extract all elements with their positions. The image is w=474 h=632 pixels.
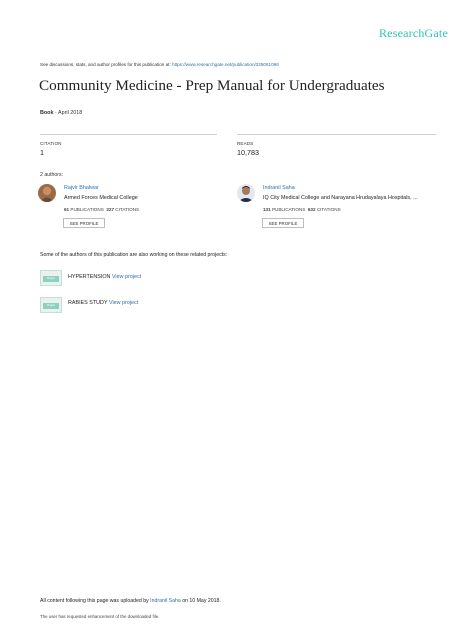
citations-count: 227 — [106, 207, 114, 212]
divider — [237, 134, 436, 135]
researchgate-logo[interactable]: ResearchGate — [378, 26, 448, 40]
project-item — [68, 300, 138, 306]
citation-label: CITATION — [40, 141, 62, 146]
uploader-link[interactable]: Indranil Saha — [150, 598, 181, 604]
upload-notice-prefix: All content following this page was uploaded by — [40, 598, 151, 604]
project-thumbnail[interactable] — [40, 297, 62, 313]
enhancement-notice: The user has requested enhancement of the downloaded file. — [40, 614, 160, 619]
authors-heading: 2 authors: — [40, 172, 64, 178]
project-badge: Project — [43, 303, 59, 309]
view-project-link[interactable]: View project — [108, 300, 139, 306]
view-project-link[interactable]: View project — [111, 274, 142, 280]
avatar[interactable] — [38, 184, 56, 202]
project-item — [68, 274, 141, 280]
publications-label: PUBLICATIONS — [69, 207, 104, 212]
author-affiliation: Armed Forces Medical College — [64, 195, 138, 201]
discussions-text: See discussions, stats, and author profiles for this publication at: — [40, 62, 173, 67]
avatar[interactable] — [237, 184, 255, 202]
related-projects-heading: Some of the authors of this publication are also working on these related projects: — [40, 252, 228, 258]
citations-label: CITATIONS — [114, 207, 140, 212]
publications-count: 131 — [263, 207, 271, 212]
author-name-link[interactable]: Rajvir Bhalwar — [64, 185, 99, 191]
see-profile-button[interactable]: SEE PROFILE — [63, 218, 105, 228]
reads-label: READS — [237, 141, 254, 146]
publication-type: Book — [40, 110, 54, 116]
citations-count: 632 — [307, 207, 316, 212]
publication-url-link[interactable]: https://www.researchgate.net/publication/325061096 — [172, 62, 279, 67]
author-name-link[interactable]: Indranil Saha — [263, 185, 295, 191]
publications-count: 61 — [64, 207, 70, 212]
see-profile-button[interactable]: SEE PROFILE — [262, 218, 304, 228]
publication-meta — [40, 110, 82, 116]
page-title: Community Medicine - Prep Manual for Undergraduates — [39, 77, 385, 94]
author-stats — [263, 207, 341, 212]
project-thumbnail[interactable] — [40, 270, 62, 286]
divider — [40, 134, 217, 135]
author-card — [237, 184, 255, 202]
project-name: HYPERTENSION — [68, 274, 111, 280]
publications-label: PUBLICATIONS — [270, 207, 306, 212]
reads-count: 10,783 — [237, 148, 259, 157]
upload-notice — [40, 598, 221, 604]
author-affiliation: IQ City Medical College and Narayana Hrudayalaya Hospitals, ... — [263, 195, 418, 201]
discussions-line — [40, 62, 279, 67]
citations-label: CITATIONS — [315, 207, 341, 212]
author-card — [38, 184, 56, 202]
upload-notice-suffix: on 10 May 2018. — [180, 598, 221, 604]
project-badge: Project — [43, 276, 59, 282]
publication-date: · April 2018 — [53, 110, 83, 116]
project-name: RABIES STUDY — [68, 300, 108, 306]
citation-count: 1 — [40, 148, 44, 157]
author-stats — [64, 207, 139, 212]
